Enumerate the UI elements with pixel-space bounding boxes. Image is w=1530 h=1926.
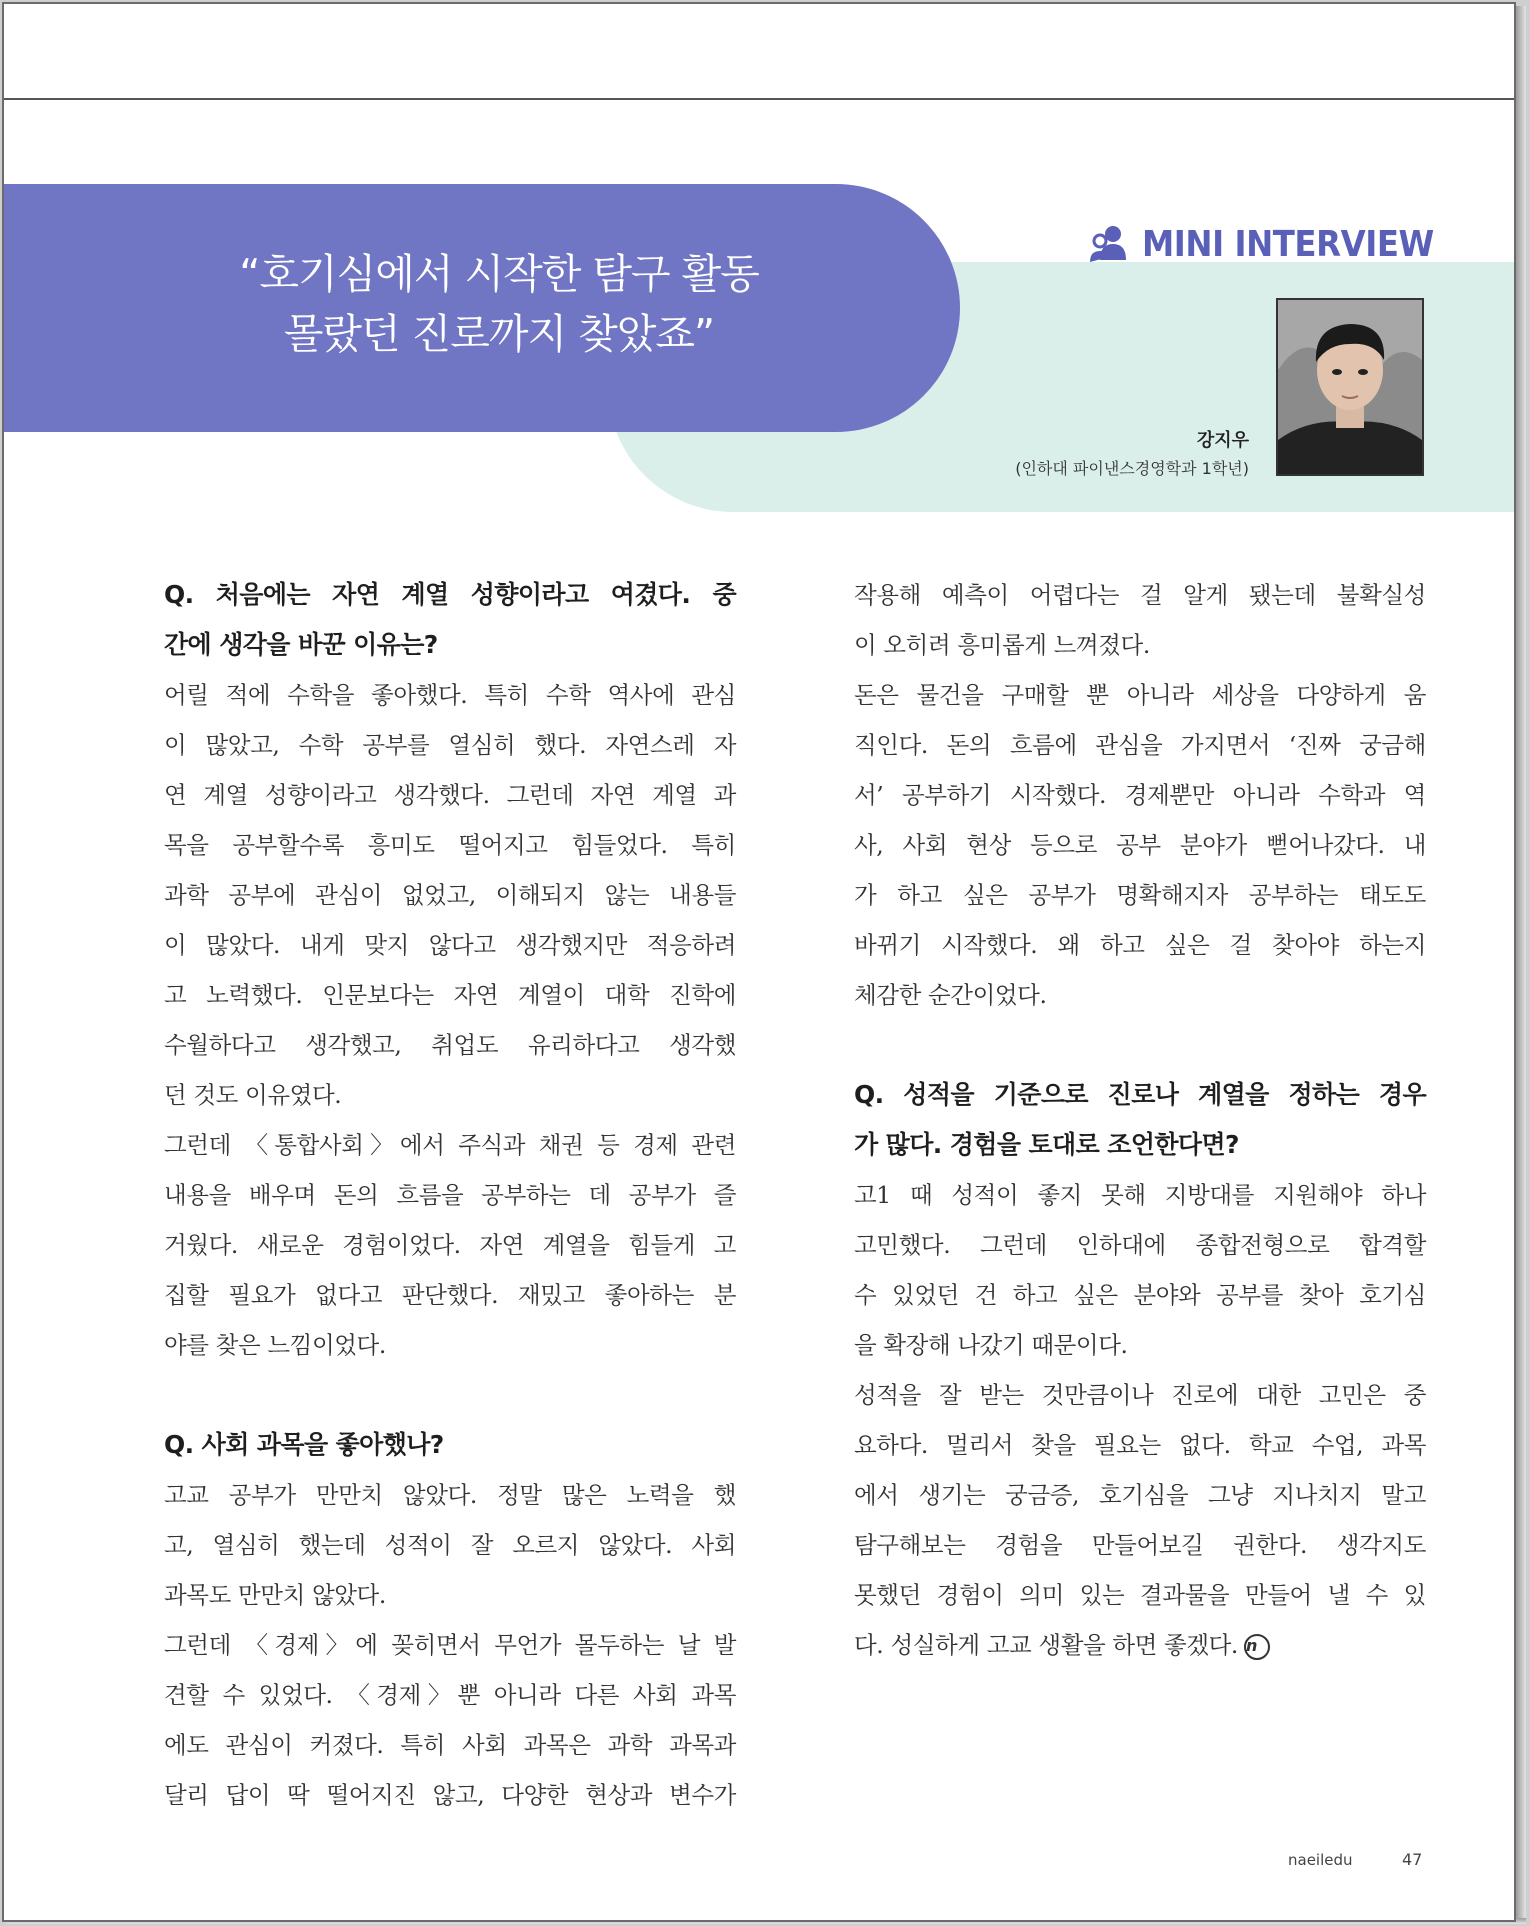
answer-line: 내용을 배우며 돈의 흐름을 공부하는 데 공부가 즐 — [164, 1181, 736, 1209]
page-number: 47 — [1402, 1850, 1423, 1869]
answer-line: 목을 공부할수록 흥미도 떨어지고 힘들었다. 특히 — [164, 831, 736, 859]
answer-line: 야를 찾은 느낌이었다. — [164, 1331, 386, 1359]
answer-line: 과학 공부에 관심이 없었고, 이해되지 않는 내용들 — [164, 881, 736, 909]
answer-line: 수월하다고 생각했고, 취업도 유리하다고 생각했 — [164, 1031, 736, 1059]
answer-line: 다. 성실하게 고교 생활을 하면 좋겠다. n — [854, 1620, 1426, 1670]
answer-line: 에도 관심이 커졌다. 특히 사회 과목은 과학 과목과 — [164, 1731, 736, 1759]
answer-line: 작용해 예측이 어렵다는 걸 알게 됐는데 불확실성 — [854, 581, 1426, 609]
answer-line: 거웠다. 새로운 경험이었다. 자연 계열을 힘들게 고 — [164, 1231, 736, 1259]
interviewee-photo — [1276, 298, 1424, 476]
answer-line: 가 하고 싶은 공부가 명확해지자 공부하는 태도도 — [854, 881, 1426, 909]
headline-line-1: “호기심에서 시작한 탐구 활동 — [239, 250, 759, 298]
answer-line: 달리 답이 딱 떨어지진 않고, 다양한 현상과 변수가 — [164, 1781, 736, 1809]
answer-line: 돈은 물건을 구매할 뿐 아니라 세상을 다양하게 움 — [854, 681, 1426, 709]
magazine-page — [2, 2, 1516, 1922]
answer-line: 고 노력했다. 인문보다는 자연 계열이 대학 진학에 — [164, 981, 736, 1009]
headline-line-2: 몰랐던 진로까지 찾았죠” — [283, 310, 715, 358]
answer-line: 에서 생기는 궁금증, 호기심을 그냥 지나치지 말고 — [854, 1481, 1426, 1509]
answer-line: 연 계열 성향이라고 생각했다. 그런데 자연 계열 과 — [164, 781, 736, 809]
question-line: Q. 성적을 기준으로 진로나 계열을 정하는 경우 — [854, 1080, 1426, 1109]
answer-line: 집할 필요가 없다고 판단했다. 재밌고 좋아하는 분 — [164, 1281, 736, 1309]
footer-brand: naeiledu — [1288, 1851, 1353, 1869]
left-column — [164, 570, 736, 1820]
right-column — [854, 570, 1426, 1670]
answer-line: 요하다. 멀리서 찾을 필요는 없다. 학교 수업, 과목 — [854, 1431, 1426, 1459]
answer-line: 바뀌기 시작했다. 왜 하고 싶은 걸 찾아야 하는지 — [854, 931, 1426, 959]
section-label — [1088, 222, 1466, 266]
question-line: 간에 생각을 바꾼 이유는? — [164, 630, 438, 659]
answer-line: 고민했다. 그런데 인하대에 종합전형으로 합격할 — [854, 1231, 1426, 1259]
answer-line: 과목도 만만치 않았다. — [164, 1581, 386, 1609]
answer-line: 어릴 적에 수학을 좋아했다. 특히 수학 역사에 관심 — [164, 681, 736, 709]
answer-line: 사, 사회 현상 등으로 공부 분야가 뻗어나갔다. 내 — [854, 831, 1426, 859]
interview-people-icon — [1088, 224, 1128, 264]
answer-line: 고1 때 성적이 좋지 못해 지방대를 지원해야 하나 — [854, 1181, 1426, 1209]
answer-line: 그런데 〈경제〉에 꽂히면서 무언가 몰두하는 날 발 — [164, 1631, 736, 1659]
section-label-text: MINI INTERVIEW — [1142, 223, 1434, 265]
answer-line: 을 확장해 나갔기 때문이다. — [854, 1331, 1128, 1359]
headline — [154, 244, 844, 364]
paragraph-gap — [164, 1370, 736, 1420]
answer-line: 이 많았고, 수학 공부를 열심히 했다. 자연스레 자 — [164, 731, 736, 759]
page-edge-shadow — [1516, 6, 1526, 1922]
answer-line: 던 것도 이유였다. — [164, 1081, 342, 1109]
answer-line: 서’ 공부하기 시작했다. 경제뿐만 아니라 수학과 역 — [854, 781, 1426, 809]
answer-line: 견할 수 있었다. 〈경제〉뿐 아니라 다른 사회 과목 — [164, 1681, 736, 1709]
answer-line: 성적을 잘 받는 것만큼이나 진로에 대한 고민은 중 — [854, 1381, 1426, 1409]
answer-line: 이 오히려 흥미롭게 느껴졌다. — [854, 631, 1150, 659]
answer-line: 그런데 〈통합사회〉에서 주식과 채권 등 경제 관련 — [164, 1131, 736, 1159]
answer-line: 고교 공부가 만만치 않았다. 정말 많은 노력을 했 — [164, 1481, 736, 1509]
interviewee-name: 강지우 — [1196, 430, 1249, 451]
question-line: Q. 사회 과목을 좋아했나? — [164, 1430, 444, 1459]
end-mark-icon: n — [1244, 1634, 1270, 1660]
answer-line: 직인다. 돈의 흐름에 관심을 가지면서 ‘진짜 궁금해 — [854, 731, 1426, 759]
answer-line: 이 많았다. 내게 맞지 않다고 생각했지만 적응하려 — [164, 931, 736, 959]
question-line: Q. 처음에는 자연 계열 성향이라고 여겼다. 중 — [164, 580, 736, 609]
top-rule — [4, 98, 1516, 100]
answer-line: 수 있었던 건 하고 싶은 분야와 공부를 찾아 호기심 — [854, 1281, 1426, 1309]
answer-line: 탐구해보는 경험을 만들어보길 권한다. 생각지도 — [854, 1531, 1426, 1559]
answer-line: 못했던 경험이 의미 있는 결과물을 만들어 낼 수 있 — [854, 1581, 1426, 1609]
paragraph-gap — [854, 1020, 1426, 1070]
interviewee-affiliation: (인하대 파이낸스경영학과 1학년) — [1015, 459, 1249, 478]
answer-line: 체감한 순간이었다. — [854, 981, 1047, 1009]
question-line: 가 많다. 경험을 토대로 조언한다면? — [854, 1130, 1239, 1159]
answer-line: 고, 열심히 했는데 성적이 잘 오르지 않았다. 사회 — [164, 1531, 736, 1559]
